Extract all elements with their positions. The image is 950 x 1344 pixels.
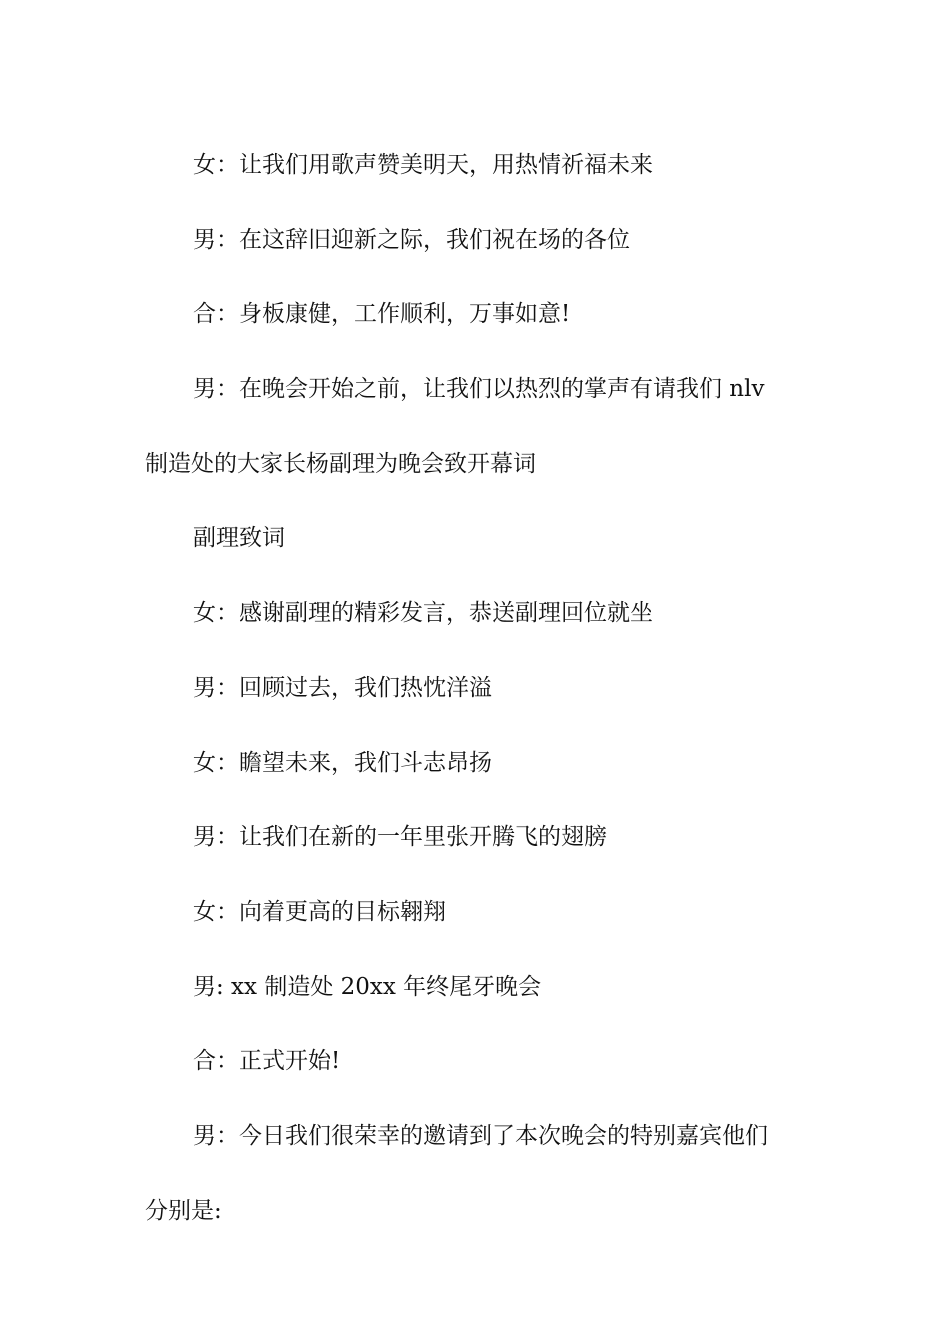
script-line-male-2-continued: 制造处的大家长杨副理为晚会致开幕词 xyxy=(145,450,536,477)
script-line-male-6-continued: 分别是: xyxy=(145,1197,222,1224)
script-line-female-3: 女：瞻望未来，我们斗志昂扬 xyxy=(193,749,492,776)
stage-direction-speech: 副理致词 xyxy=(193,525,285,552)
script-line-together-1: 合：身板康健，工作顺利，万事如意! xyxy=(193,301,571,328)
script-line-together-2: 合：正式开始! xyxy=(193,1048,341,1075)
script-line-male-4: 男：让我们在新的一年里张开腾飞的翅膀 xyxy=(193,824,607,851)
document-body xyxy=(145,128,825,1248)
script-line-male-5: 男: xx 制造处 20xx 年终尾牙晚会 xyxy=(193,973,542,1000)
script-line-male-3: 男：回顾过去，我们热忱洋溢 xyxy=(193,674,492,701)
script-line-female-1: 女：让我们用歌声赞美明天，用热情祈福未来 xyxy=(193,152,653,178)
script-line-male-2: 男：在晚会开始之前，让我们以热烈的掌声有请我们 nlv xyxy=(193,376,765,403)
script-line-female-2: 女：感谢副理的精彩发言，恭送副理回位就坐 xyxy=(193,600,653,627)
script-line-female-4: 女：向着更高的目标翱翔 xyxy=(193,898,446,925)
script-line-male-1: 男：在这辞旧迎新之际，我们祝在场的各位 xyxy=(193,226,630,253)
script-line-male-6: 男：今日我们很荣幸的邀请到了本次晚会的特别嘉宾他们 xyxy=(193,1122,768,1149)
